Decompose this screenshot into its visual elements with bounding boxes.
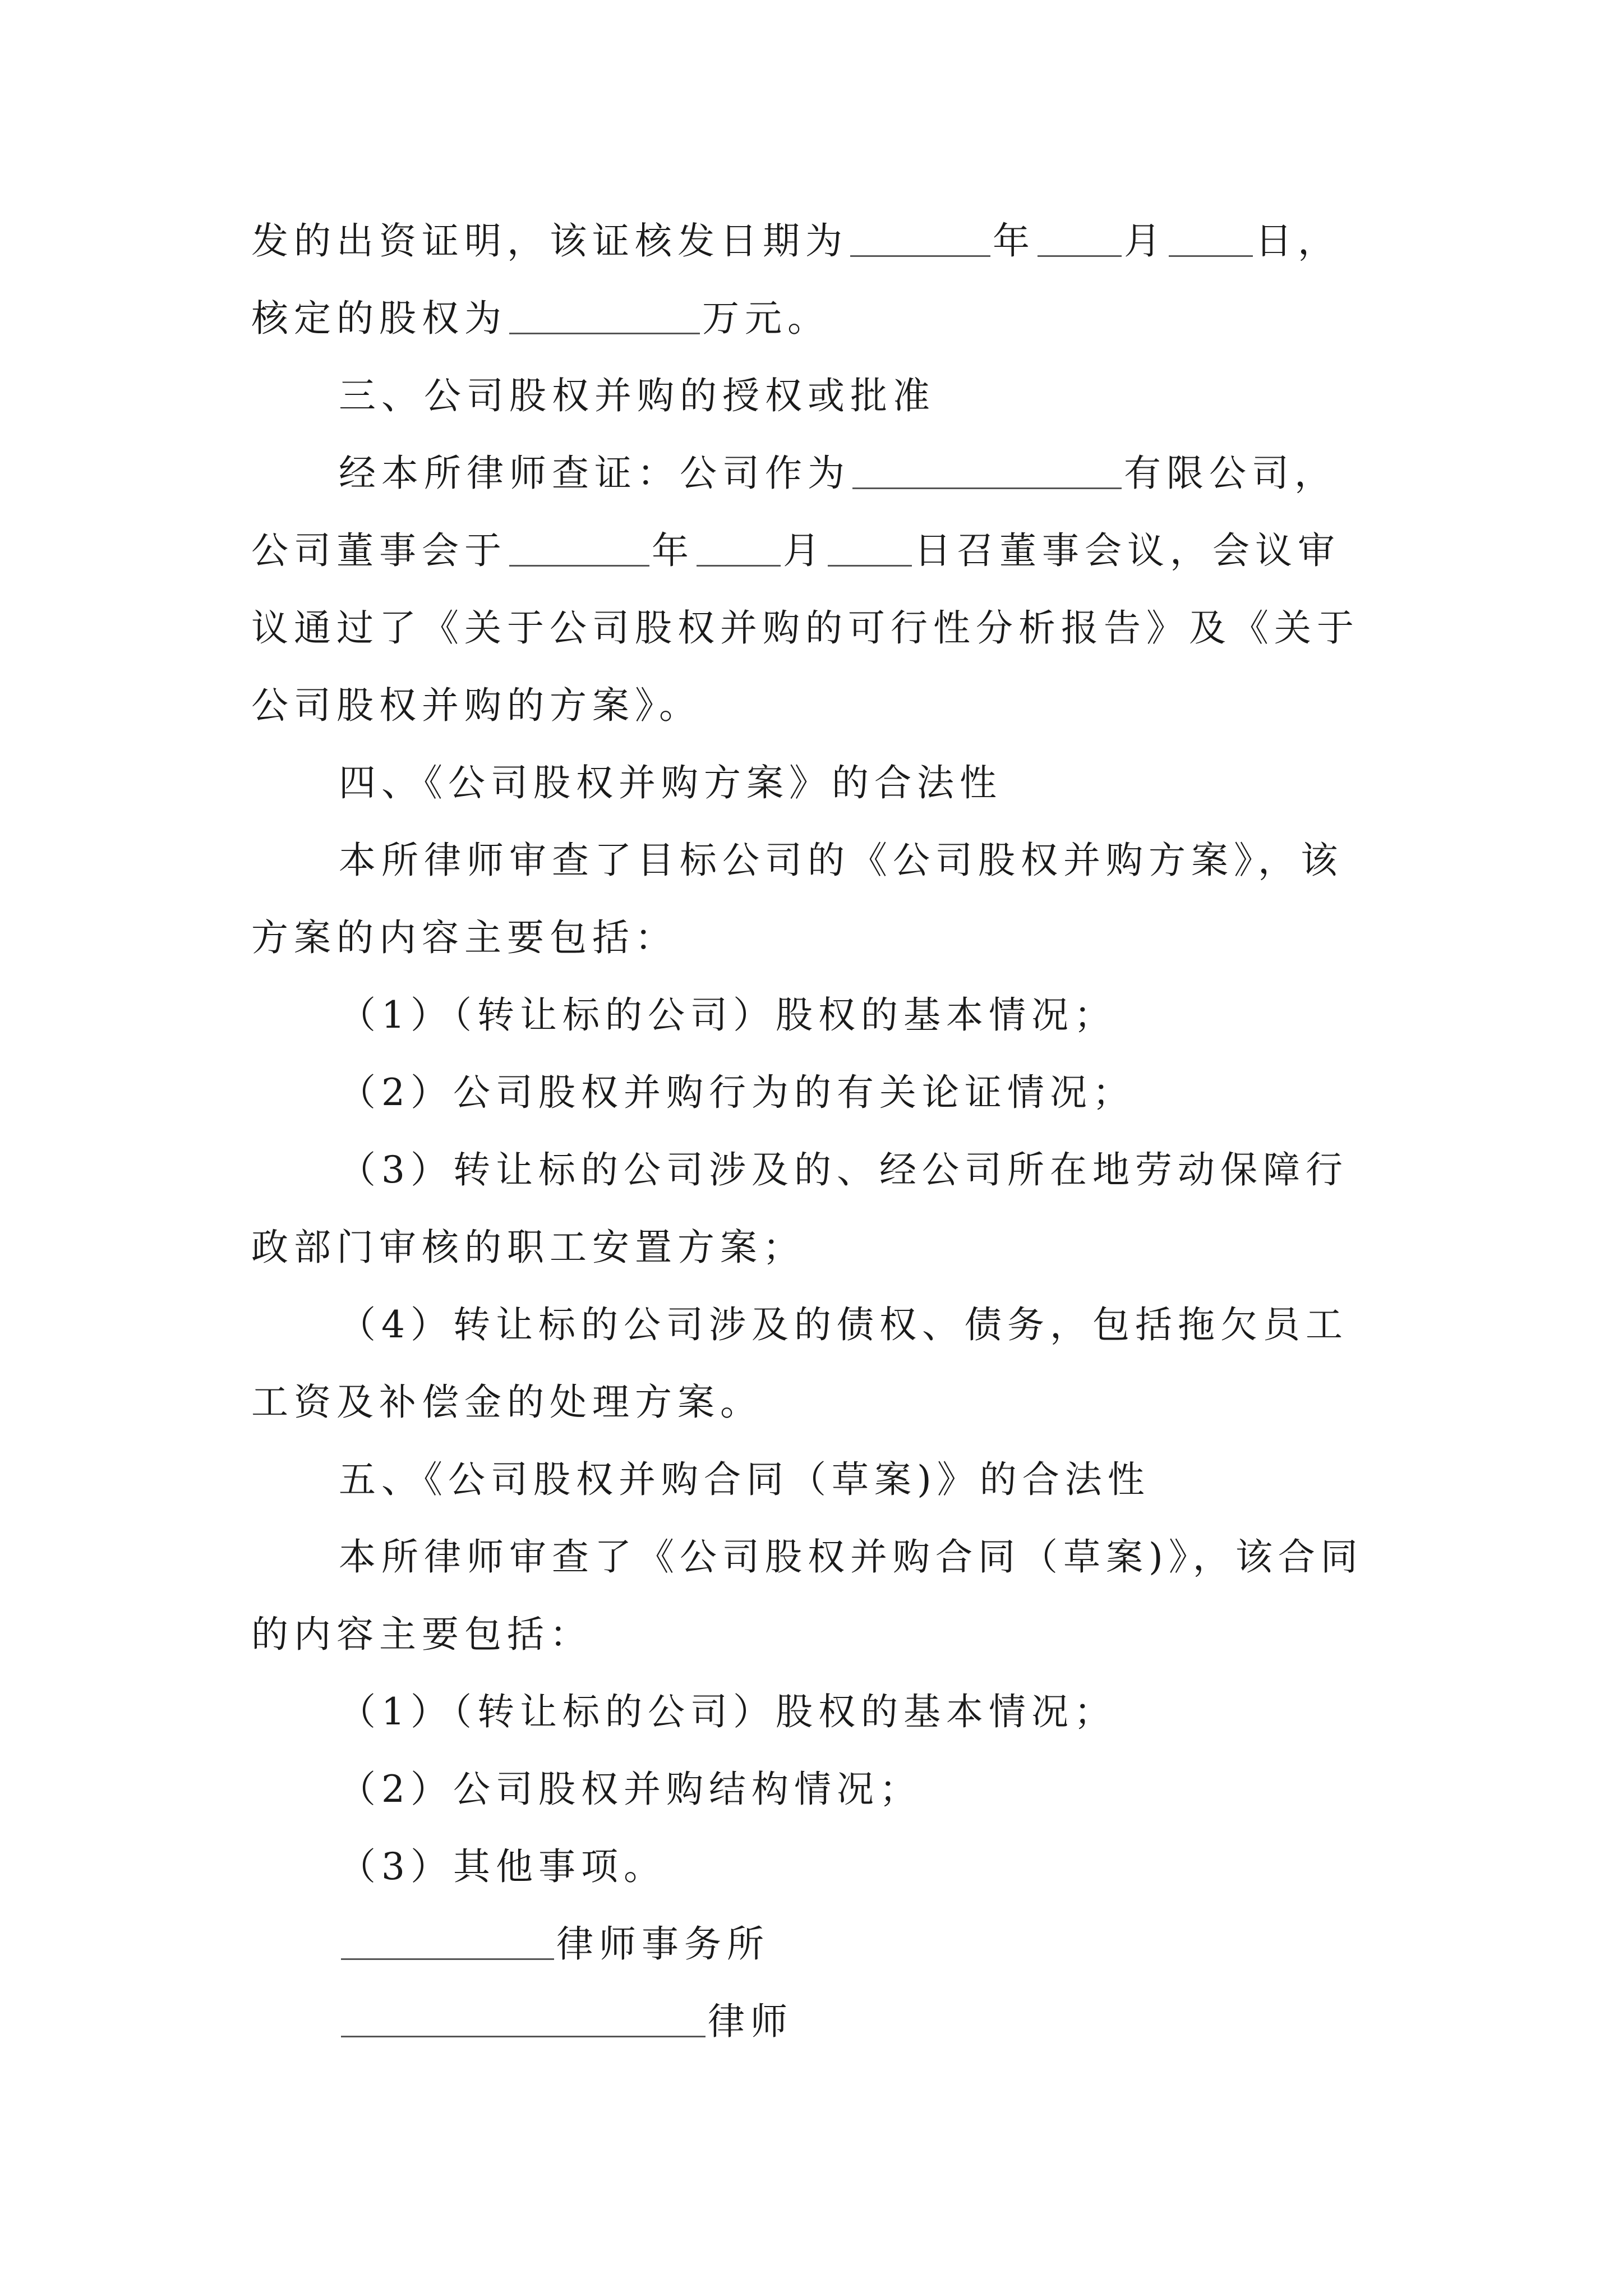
- text-segment: 月: [783, 529, 826, 572]
- blank-lawyer-name: [341, 1999, 706, 2037]
- blank-law-firm-name: [341, 1921, 554, 1960]
- paragraph-line: 工资及补偿金的处理方案。: [251, 1381, 763, 1424]
- law-firm-signature: [339, 1911, 769, 1978]
- text-line: [339, 440, 1337, 507]
- paragraph-line: 议通过了《关于公司股权并购的可行性分析报告》及《关于: [251, 606, 1359, 650]
- list-item: （4）转让标的公司涉及的债权、债务，包括拖欠员工: [339, 1303, 1348, 1346]
- blank-month: [1038, 218, 1122, 257]
- list-item: （3）其他事项。: [339, 1845, 666, 1888]
- text-segment: 日召董事会议，会议审: [914, 529, 1340, 572]
- text-segment: 万元。: [702, 297, 830, 340]
- text-segment: 公司董事会于: [251, 529, 507, 572]
- blank-company-type: [852, 450, 1122, 489]
- list-item: （3）转让标的公司涉及的、经公司所在地劳动保障行: [339, 1148, 1348, 1191]
- text-line: [251, 517, 1340, 585]
- text-segment: 发的出资证明，该证核发日期为: [251, 219, 848, 263]
- blank-day: [828, 528, 912, 567]
- lawyer-signature: [339, 1988, 793, 2055]
- text-segment: 日，: [1255, 219, 1340, 263]
- text-segment: 律师事务所: [556, 1922, 769, 1966]
- blank-month: [697, 528, 781, 567]
- list-item: （1）（转让标的公司）股权的基本情况；: [339, 1690, 1117, 1733]
- list-item: （2）公司股权并购行为的有关论证情况；: [339, 1071, 1135, 1114]
- text-line: [251, 208, 1340, 275]
- blank-day: [1169, 218, 1253, 257]
- text-segment: 年: [993, 219, 1035, 263]
- text-segment: 经本所律师查证：公司作为: [339, 452, 850, 495]
- list-item: （2）公司股权并购结构情况；: [339, 1768, 922, 1811]
- text-segment: 有限公司，: [1124, 452, 1337, 495]
- section-heading: 三、公司股权并购的授权或批准: [339, 374, 935, 417]
- text-segment: 核定的股权为: [251, 297, 507, 340]
- blank-year: [509, 528, 649, 567]
- blank-year: [850, 218, 990, 257]
- section-heading: 五、《公司股权并购合同（草案)》的合法性: [339, 1458, 1150, 1501]
- paragraph-line: 本所律师审查了目标公司的《公司股权并购方案》，该: [339, 839, 1343, 882]
- paragraph-line: 本所律师审查了《公司股权并购合同（草案)》，该合同: [339, 1535, 1363, 1579]
- text-line: [251, 285, 830, 352]
- paragraph-line: 公司股权并购的方案》。: [251, 684, 702, 727]
- paragraph-line: 方案的内容主要包括：: [251, 916, 677, 959]
- blank-amount: [509, 296, 700, 334]
- text-segment: 月: [1124, 219, 1166, 263]
- section-heading: 四、《公司股权并购方案》的合法性: [339, 761, 1002, 804]
- text-segment: 年: [652, 529, 694, 572]
- paragraph-line: 政部门审核的职工安置方案；: [251, 1226, 805, 1269]
- text-segment: 律师: [708, 2000, 793, 2043]
- paragraph-line: 的内容主要包括：: [251, 1613, 592, 1656]
- list-item: （1）（转让标的公司）股权的基本情况；: [339, 993, 1117, 1037]
